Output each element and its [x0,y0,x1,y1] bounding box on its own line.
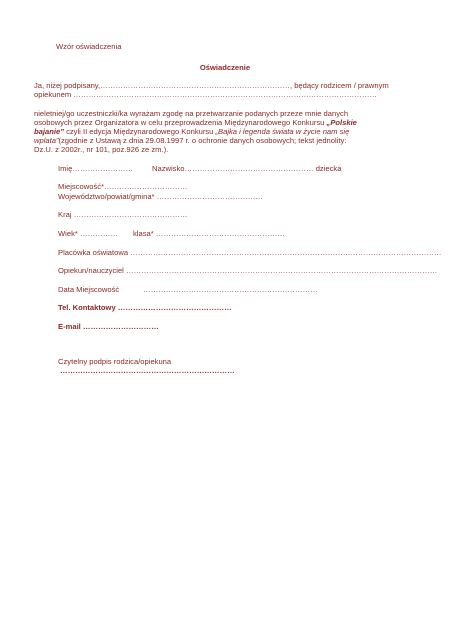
last-name-field[interactable]: Nazwisko…………………………………………… dziecka [152,164,342,173]
header-label: Wzór oświadczenia [56,42,122,51]
class-field[interactable]: klasa* …………………………………………… [133,229,285,238]
consent-line-2 [34,118,357,127]
contest-subtitle-part-2: wplata” [34,136,59,145]
country-field[interactable]: Kraj ……………………………………… [58,210,188,219]
consent-line-4 [34,136,346,145]
consent-line-1: nieletniej/go uczestniczki/ka wyrażam zgodę na przetwarzanie podanych przeze mnie danych [34,109,349,118]
first-name-field[interactable]: Imię…………………… [58,164,134,173]
school-field[interactable]: Placówka oświatowa …………………………………………………………………………………………………………… [58,248,442,257]
contest-name-part-2: bajanie” [34,127,64,136]
consent-line-3-text: czyli II edycja Międzynarodowego Konkursu [63,127,216,136]
document-title: Oświadczenie [199,63,251,72]
teacher-field[interactable]: Opiekun/nauczyciel …………………………………………………………………………………………………………… [58,266,438,275]
consent-line-5: Dz.U. z 2002r., nr 101, poz.926 ze zm.). [34,145,169,154]
consent-line-4-text: (zgodnie z Ustawą z dnia 29.08.1997 r. o ochronie danych osobowych; tekst jednolity: [58,136,347,145]
signature-line[interactable]: …………………………………………………………… [60,366,235,375]
consent-line-3 [34,127,349,136]
email-field[interactable]: E-mail ………………………… [58,322,159,331]
intro-line-1: Ja, niżej podpisany,…………………………………………………………………, będący rodzicem / prawnym [34,81,389,90]
age-field[interactable]: Wiek* …………… [58,229,118,238]
date-place-label: Data Miejscowość [58,285,120,294]
contest-subtitle-part-1: „Bajka i legenda świata w życie nam się [215,127,350,136]
consent-line-2-text: osobowych przez Organizatora w celu przeprowadzenia Międzynarodowego Konkursu [34,118,327,127]
contest-name-part-1: „Polskie [326,118,357,127]
signature-label: Czytelny podpis rodzica/opiekuna [58,357,172,366]
voivodeship-field[interactable]: Województwo/powiat/gmina* …………………………………… [58,192,263,201]
phone-field[interactable]: Tel. Kontaktowy ……………………………………… [58,303,232,312]
date-place-field[interactable]: …………………………………………………………… [143,285,318,294]
locality-field[interactable]: Miejscowość*…………………………… [58,182,188,191]
intro-line-2: opiekunem ………………………………………………………………………………………………………… [34,90,378,99]
